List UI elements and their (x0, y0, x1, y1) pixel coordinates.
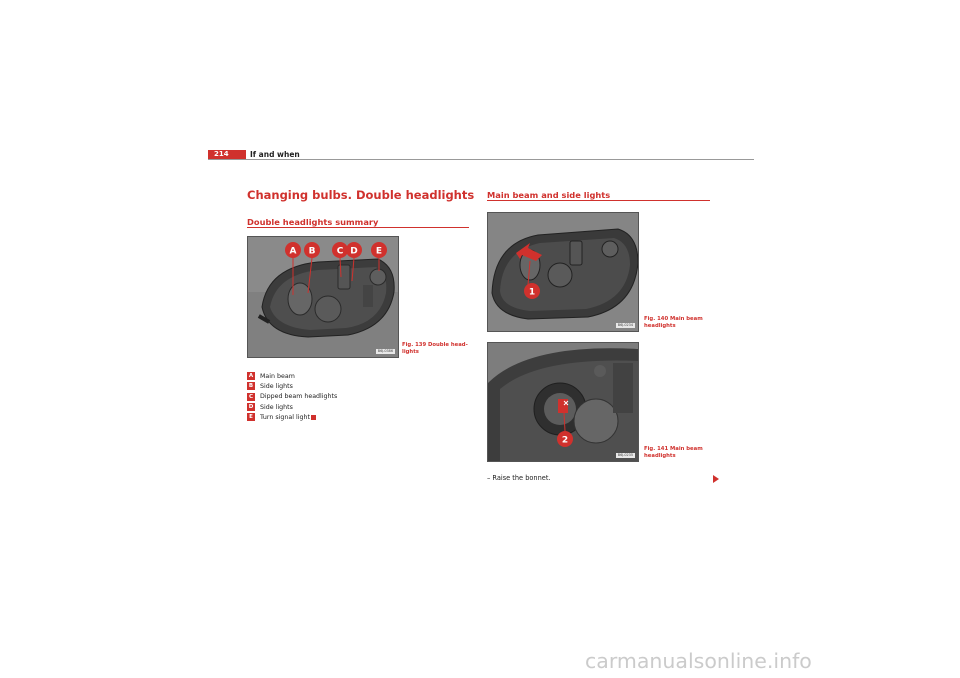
subsection-rule (247, 227, 469, 228)
legend-item (247, 381, 337, 391)
subsection-rule (487, 200, 710, 201)
callout-b: B (308, 246, 316, 257)
legend-label: Dipped beam headlights (260, 393, 338, 401)
figure-140-main-beam (487, 212, 639, 332)
legend-list (247, 371, 337, 422)
legend-item (247, 392, 337, 402)
legend-item (247, 371, 337, 381)
callout-2: 2 (561, 435, 569, 446)
figure-code: B6J-0386 (377, 349, 393, 353)
running-header: If and when (250, 150, 300, 159)
legend-label: Turn signal light (260, 413, 310, 421)
callout-a: A (289, 246, 297, 257)
legend-key: E (247, 413, 255, 421)
subsection-heading-main-beam: Main beam and side lights (487, 190, 611, 200)
legend-label: Side lights (260, 382, 293, 390)
section-end-icon (311, 415, 316, 420)
continue-arrow-icon (713, 475, 719, 483)
callout-c: C (336, 246, 344, 257)
callout-d: D (350, 246, 358, 257)
legend-key: B (248, 383, 254, 390)
callout-1: 1 (528, 287, 536, 298)
section-heading: Changing bulbs. Double headlights (247, 188, 475, 202)
figure-139-caption: Fig. 139 Double head- lights (402, 342, 468, 355)
watermark: carmanualsonline.info (585, 649, 812, 673)
page-number: 214 (208, 150, 246, 159)
header-divider (208, 159, 754, 160)
figure-code: B6J-0234 (617, 323, 633, 327)
legend-key: C (248, 393, 254, 400)
figure-code: B6J-0235 (617, 453, 633, 457)
legend-label: Side lights (260, 403, 293, 411)
legend-key: D (248, 404, 254, 411)
figure-139-double-headlights (247, 236, 399, 358)
figure-141-caption: Fig. 141 Main beam headlights (644, 446, 703, 459)
subsection-heading-summary: Double headlights summary (247, 217, 379, 227)
legend-key: A (248, 373, 254, 380)
legend-item (247, 402, 337, 412)
legend-label: Main beam (260, 372, 295, 380)
legend-item (247, 412, 337, 422)
instruction-step: – Raise the bonnet. (487, 474, 551, 482)
figure-141-main-beam (487, 342, 639, 462)
callout-e: E (375, 246, 383, 257)
figure-140-caption: Fig. 140 Main beam headlights (644, 316, 703, 329)
